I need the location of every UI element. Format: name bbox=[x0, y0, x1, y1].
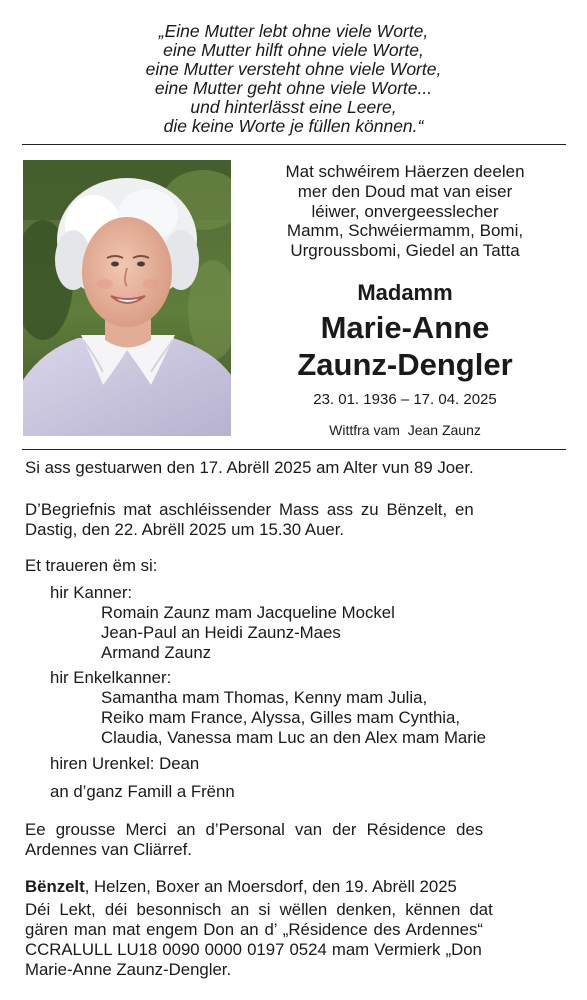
intro-line: léiwer, onvergeesslecher bbox=[311, 201, 499, 221]
widow-of: Wittfra vam Jean Zaunz bbox=[329, 422, 481, 438]
funeral-line-2: Dastig, den 22. Abrëll 2025 um 15.30 Auer. bbox=[25, 520, 345, 539]
deceased-last-name: Zaunz-Dengler bbox=[297, 347, 513, 382]
grandchild-entry: Samantha mam Thomas, Kenny mam Julia, bbox=[101, 688, 428, 707]
grandchild-entry: Reiko mam France, Alyssa, Gilles mam Cynthia, bbox=[101, 708, 461, 727]
donation-line-3: CCRALULL LU18 0090 0000 0197 0524 mam Vermierk „Don bbox=[25, 940, 482, 959]
death-statement: Si ass gestuarwen den 17. Abrëll 2025 am Alter vun 89 Joer. bbox=[25, 458, 474, 477]
grandchildren-label: hir Enkelkanner: bbox=[50, 668, 172, 687]
thanks-line-2: Ardennes van Cliärref. bbox=[25, 840, 192, 859]
great-grandchildren: hiren Urenkel: Dean bbox=[50, 754, 200, 773]
portrait-photo bbox=[23, 160, 231, 436]
donation-line-1: Déi Lekt, déi besonnisch an si wëllen denken, kënnen dat bbox=[25, 900, 493, 919]
intro-line: Mamm, Schwéiermamm, Bomi, bbox=[286, 221, 524, 241]
donation-line-2: gären man mat engem Don an d’ „Résidence des Ardennes“ bbox=[25, 920, 483, 939]
intro-line: Urgroussbomi, Giedel an Tatta bbox=[290, 241, 520, 261]
donation-line-4: Marie-Anne Zaunz-Dengler. bbox=[25, 960, 232, 979]
honorific-title: Madamm bbox=[357, 280, 453, 305]
funeral-line-1: D’Begriefnis mat aschléissender Mass ass zu Bënzelt, en bbox=[25, 500, 474, 519]
divider-middle bbox=[22, 449, 566, 450]
quote-block bbox=[0, 22, 587, 136]
place-name: Bënzelt bbox=[25, 877, 85, 896]
quote-line: eine Mutter versteht ohne viele Worte, bbox=[145, 59, 442, 79]
thanks-line-1: Ee grousse Merci an d’Personal van der Résidence des bbox=[25, 820, 484, 839]
quote-line: die keine Worte je füllen können.“ bbox=[163, 116, 424, 136]
intro-line: mer den Doud mat van eiser bbox=[297, 181, 513, 201]
grandchild-entry: Claudia, Vanessa mam Luc an den Alex mam Marie bbox=[101, 728, 486, 747]
quote-line: eine Mutter hilft ohne viele Worte, bbox=[163, 40, 424, 60]
quote-line: „Eine Mutter lebt ohne viele Worte, bbox=[158, 21, 429, 41]
children-label: hir Kanner: bbox=[50, 583, 133, 602]
deceased-first-name: Marie-Anne bbox=[320, 310, 490, 345]
child-entry: Romain Zaunz mam Jacqueline Mockel bbox=[101, 603, 395, 622]
quote-line: und hinterlässt eine Leere, bbox=[190, 97, 397, 117]
quote-line: eine Mutter geht ohne viele Worte... bbox=[154, 78, 433, 98]
place-date-rest: , Helzen, Boxer an Moersdorf, den 19. Abrëll 2025 bbox=[84, 877, 457, 896]
child-entry: Jean-Paul an Heidi Zaunz-Maes bbox=[101, 623, 341, 642]
mourners-intro: Et traueren ëm si: bbox=[25, 556, 158, 575]
intro-line: Mat schwéirem Häerzen deelen bbox=[285, 162, 525, 181]
family-friends: an d’ganz Famill a Frënn bbox=[50, 782, 235, 801]
intro-text bbox=[245, 162, 565, 261]
child-entry: Armand Zaunz bbox=[101, 643, 212, 662]
divider-top bbox=[22, 144, 566, 145]
life-dates: 23. 01. 1936 – 17. 04. 2025 bbox=[313, 391, 497, 408]
place-date-line bbox=[25, 877, 564, 897]
